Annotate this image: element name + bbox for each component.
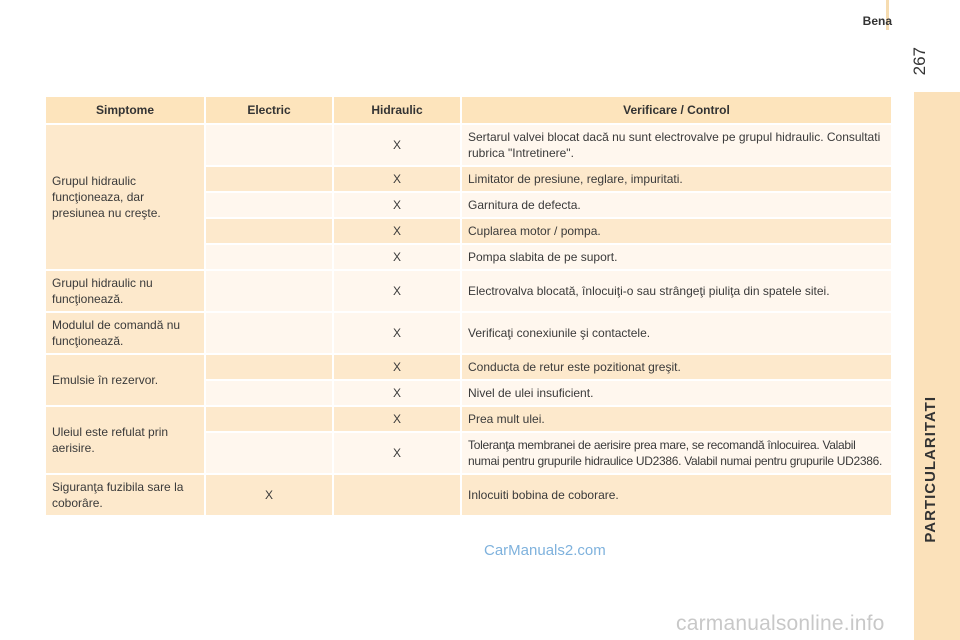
hydraulic-cell: X xyxy=(334,125,460,165)
symptom-cell: Uleiul este refulat prin aerisire. xyxy=(46,407,204,473)
electric-cell xyxy=(206,219,332,243)
table-header-row xyxy=(46,97,891,123)
watermark-carmanualsonline: carmanualsonline.info xyxy=(676,612,885,635)
table-row xyxy=(46,125,891,165)
hydraulic-cell: X xyxy=(334,433,460,473)
hydraulic-cell xyxy=(334,475,460,515)
hydraulic-cell: X xyxy=(334,245,460,269)
hydraulic-cell: X xyxy=(334,313,460,353)
check-cell: Sertarul valvei blocat dacă nu sunt electrovalve pe grupul hidraulic. Consultati rubrica "Intretinere". xyxy=(462,125,891,165)
electric-cell xyxy=(206,313,332,353)
symptom-cell: Emulsie în rezervor. xyxy=(46,355,204,405)
symptom-cell: Siguranţa fuzibila sare la coborâre. xyxy=(46,475,204,515)
electric-cell: X xyxy=(206,475,332,515)
table-row xyxy=(46,475,891,515)
electric-cell xyxy=(206,167,332,191)
check-cell: Prea mult ulei. xyxy=(462,407,891,431)
header-hydraulic: Hidraulic xyxy=(334,97,460,123)
header-electric: Electric xyxy=(206,97,332,123)
check-cell: Conducta de retur este pozitionat greşit. xyxy=(462,355,891,379)
electric-cell xyxy=(206,271,332,311)
hydraulic-cell: X xyxy=(334,407,460,431)
section-title: Bena xyxy=(862,14,892,28)
page-number: 267 xyxy=(910,47,929,76)
check-cell: Verificaţi conexiunile şi contactele. xyxy=(462,313,891,353)
hydraulic-cell: X xyxy=(334,271,460,311)
hydraulic-cell: X xyxy=(334,219,460,243)
symptom-cell: Grupul hidraulic nu funcţionează. xyxy=(46,271,204,311)
electric-cell xyxy=(206,193,332,217)
check-cell: Inlocuiti bobina de coborare. xyxy=(462,475,891,515)
check-cell: Garnitura de defecta. xyxy=(462,193,891,217)
check-cell: Pompa slabita de pe suport. xyxy=(462,245,891,269)
symptom-cell: Modulul de comandă nu funcţionează. xyxy=(46,313,204,353)
electric-cell xyxy=(206,125,332,165)
table-row xyxy=(46,271,891,311)
symptom-cell: Grupul hidraulic funcţioneaza, dar presiunea nu creşte. xyxy=(46,125,204,269)
electric-cell xyxy=(206,381,332,405)
troubleshooting-table xyxy=(44,95,893,517)
side-tab xyxy=(914,92,960,640)
hydraulic-cell: X xyxy=(334,167,460,191)
table-row xyxy=(46,407,891,431)
check-cell: Toleranţa membranei de aerisire prea mare, se recomandă înlocuirea. Valabil numai pentru grupurile hidraulice UD2386. Valabil numai pentru grupurile UD2386. xyxy=(462,433,891,473)
check-cell: Cuplarea motor / pompa. xyxy=(462,219,891,243)
watermark-carmanuals2: CarManuals2.com xyxy=(484,542,606,559)
hydraulic-cell: X xyxy=(334,381,460,405)
table-row xyxy=(46,313,891,353)
check-cell: Electrovalva blocată, înlocuiţi-o sau strângeţi piuliţa din spatele sitei. xyxy=(462,271,891,311)
side-tab-label: PARTICULARITATI xyxy=(922,396,939,543)
hydraulic-cell: X xyxy=(334,355,460,379)
check-cell: Limitator de presiune, reglare, impuritati. xyxy=(462,167,891,191)
electric-cell xyxy=(206,355,332,379)
table-row xyxy=(46,355,891,379)
check-cell: Nivel de ulei insuficient. xyxy=(462,381,891,405)
hydraulic-cell: X xyxy=(334,193,460,217)
electric-cell xyxy=(206,407,332,431)
header-check: Verificare / Control xyxy=(462,97,891,123)
electric-cell xyxy=(206,245,332,269)
header-symptoms: Simptome xyxy=(46,97,204,123)
electric-cell xyxy=(206,433,332,473)
